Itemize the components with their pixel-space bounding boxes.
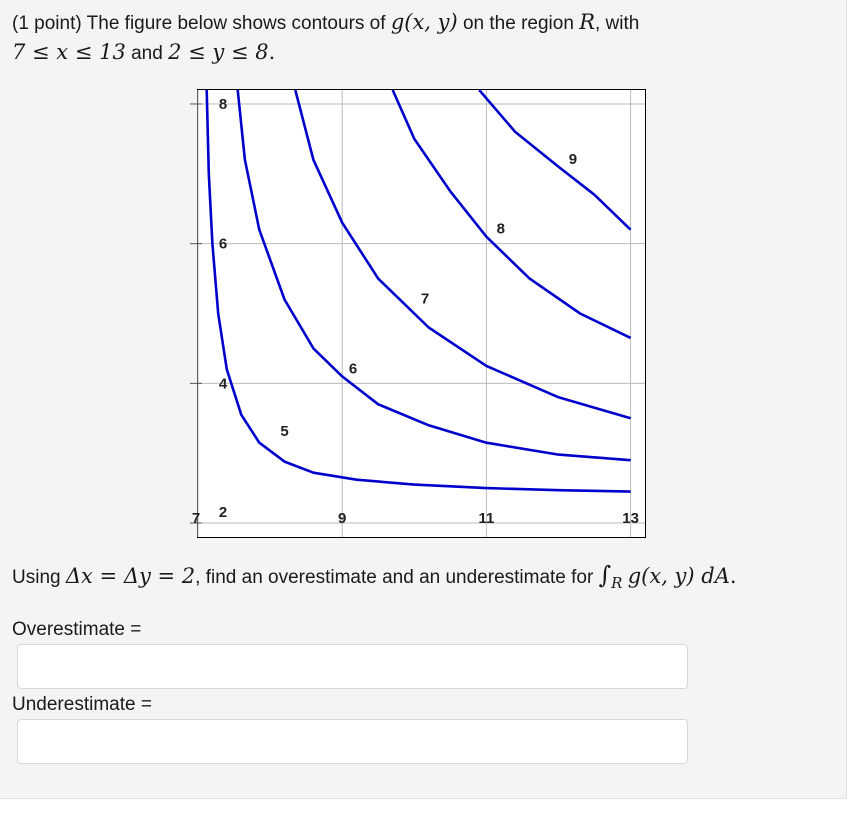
contour-line-6 bbox=[238, 90, 631, 460]
intro-text: The figure below shows contours of bbox=[86, 13, 386, 34]
with-text: , with bbox=[595, 13, 640, 34]
region-text: on the region bbox=[462, 13, 574, 34]
underestimate-label: Underestimate = bbox=[12, 694, 152, 715]
x-tick-label-7: 7 bbox=[191, 510, 201, 527]
question-text: , find an overestimate and an underestimate for bbox=[195, 567, 594, 588]
problem-statement-line-2 bbox=[12, 40, 275, 66]
y-range: 2 ≤ y ≤ 8 bbox=[168, 40, 269, 64]
using-text: Using bbox=[12, 567, 61, 588]
y-tick-label-8: 8 bbox=[218, 95, 228, 113]
contour-label-7: 7 bbox=[420, 290, 430, 308]
integral-sign: ∫ bbox=[598, 561, 612, 589]
contour-label-6: 6 bbox=[348, 360, 358, 378]
question-line bbox=[12, 563, 737, 595]
integral-subscript: R bbox=[611, 573, 623, 592]
contour-label-5: 5 bbox=[280, 423, 289, 441]
underestimate-input[interactable] bbox=[17, 719, 688, 764]
contour-plot bbox=[191, 90, 645, 537]
contour-figure bbox=[191, 89, 646, 538]
y-tick-label-2: 2 bbox=[218, 504, 228, 522]
and-text: and bbox=[131, 43, 163, 64]
y-tick-label-6: 6 bbox=[218, 235, 228, 253]
contour-label-8: 8 bbox=[496, 220, 505, 238]
x-tick-label-9: 9 bbox=[338, 510, 347, 527]
overestimate-input[interactable] bbox=[17, 644, 688, 689]
function-name: g(x, y) bbox=[390, 10, 458, 34]
overestimate-label: Overestimate = bbox=[12, 619, 142, 640]
integrand: g(x, y) dA bbox=[627, 564, 730, 588]
statement-period: . bbox=[268, 40, 276, 64]
contour-line-5 bbox=[207, 90, 631, 492]
contour-line-9 bbox=[479, 90, 630, 230]
step-size: Δx = Δy = 2 bbox=[65, 564, 196, 588]
contour-line-7 bbox=[295, 90, 630, 418]
region-symbol: R bbox=[579, 10, 595, 34]
question-period: . bbox=[729, 564, 737, 588]
contour-label-9: 9 bbox=[568, 150, 578, 168]
x-range: 7 ≤ x ≤ 13 bbox=[12, 40, 126, 64]
problem-statement-line-1 bbox=[12, 10, 639, 36]
points-label: (1 point) bbox=[12, 13, 82, 34]
x-tick-label-13: 13 bbox=[622, 510, 639, 527]
x-tick-label-11: 11 bbox=[478, 510, 495, 527]
y-tick-label-4: 4 bbox=[218, 375, 228, 393]
